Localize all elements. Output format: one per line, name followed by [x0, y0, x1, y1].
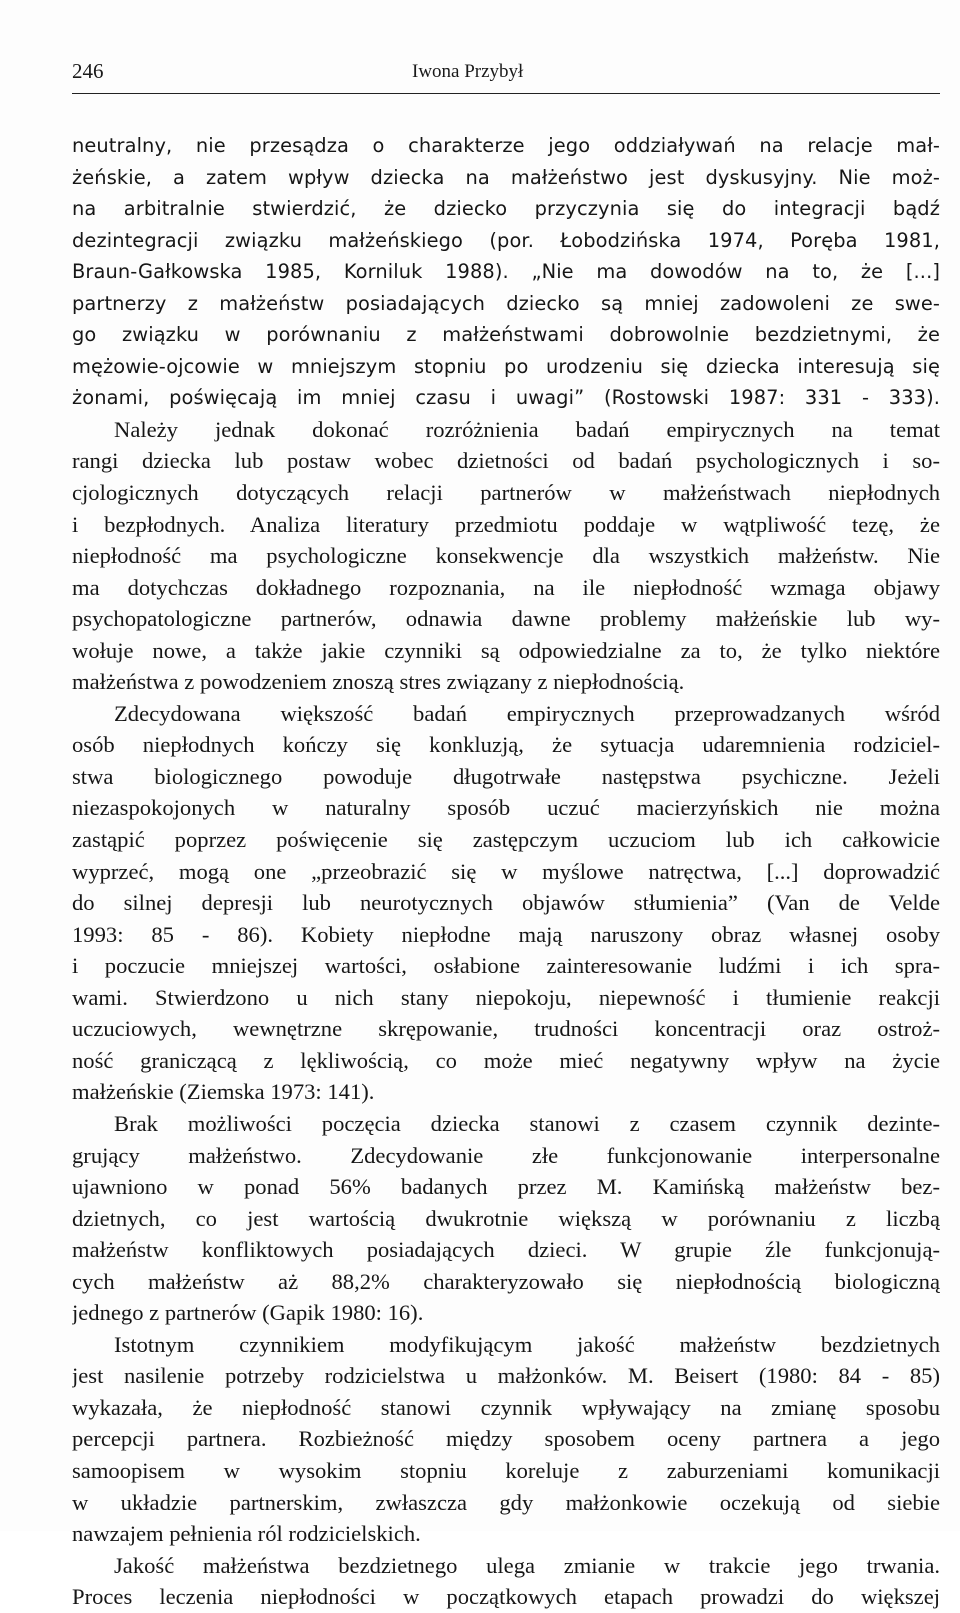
text-line: samoopisem w wysokim stopniu koreluje z zaburzeniami komunikacji	[72, 1457, 940, 1483]
text-line: ność graniczącą z lękliwością, co może mieć negatywny wpływ na życie	[72, 1047, 940, 1073]
paragraph-end-line: małżeńskie (Ziemska 1973: 141).	[72, 1079, 375, 1105]
paragraph-start-line: Istotnym czynnikiem modyfikującym jakość małżeństw bezdzietnych	[114, 1331, 940, 1357]
text-line: do silnej depresji lub neurotycznych objawów stłumienia” (Van de Velde	[72, 890, 940, 916]
text-line: uczuciowych, wewnętrzne skrępowanie, trudności koncentracji oraz ostroż-	[72, 1016, 940, 1042]
page-number: 246	[72, 59, 104, 83]
text-line: Proces leczenia niepłodności w początkowych etapach prowadzi do większej	[72, 1584, 940, 1610]
text-line: wyprzeć, mogą one „przeobrazić się w myślowe natręctwa, [...] doprowadzić	[72, 858, 940, 884]
body-text	[72, 130, 940, 1613]
text-line: i poczucie mniejszej wartości, osłabione zainteresowanie ludźmi i ich spra-	[72, 953, 940, 979]
text-line: wołuje nowe, a także jakie czynniki są odpowiedzialne za to, że tylko niektóre	[72, 637, 940, 663]
paragraph-start-line: Brak możliwości poczęcia dziecka stanowi z czasem czynnik dezinte-	[114, 1110, 940, 1136]
text-line: żonami, poświęcają im mniej czasu i uwagi” (Rostowski 1987: 331 - 333).	[72, 386, 940, 410]
text-line: cjologicznych dotyczących relacji partnerów w małżeństwach niepłodnych	[72, 480, 940, 506]
text-line: wami. Stwierdzono u nich stany niepokoju, niepewność i tłumienie reakcji	[72, 984, 940, 1010]
text-line: niepłodność ma psychologiczne konsekwencje dla wszystkich małżeństw. Nie	[72, 543, 940, 569]
text-line: ujawniono w ponad 56% badanych przez M. Kamińską małżeństw bez-	[72, 1174, 940, 1200]
text-line: dezintegracji związku małżeńskiego (por. Łobodzińska 1974, Poręba 1981,	[72, 228, 940, 252]
text-line: małżeństw konfliktowych posiadających dzieci. W grupie źle funkcjonują-	[72, 1237, 940, 1263]
text-line: rangi dziecka lub postaw wobec dzietności od badań psychologicznych i so-	[72, 448, 940, 474]
text-line: na arbitralnie stwierdzić, że dziecko przyczynia się do integracji bądź	[72, 197, 940, 221]
text-line: 1993: 85 - 86). Kobiety niepłodne mają naruszony obraz własnej osoby	[72, 921, 940, 947]
paragraph-start-line: Należy jednak dokonać rozróżnienia badań empirycznych na temat	[114, 416, 940, 442]
text-line: ma dotychczas dokładnego rozpoznania, na ile niepłodność wzmaga objawy	[72, 574, 940, 600]
text-line: neutralny, nie przesądza o charakterze jego oddziaływań na relacje mał-	[72, 134, 940, 157]
text-line: żeńskie, a zatem wpływ dziecka na małżeństwo jest dyskusyjny. Nie moż-	[72, 165, 940, 189]
text-line: stwa biologicznego powoduje długotrwałe następstwa psychiczne. Jeżeli	[72, 763, 940, 789]
text-line: Braun-Gałkowska 1985, Korniluk 1988). „Nie ma dowodów na to, że [...]	[72, 260, 940, 284]
text-line: cych małżeństw aż 88,2% charakteryzowało się niepłodnością biologiczną	[72, 1268, 940, 1294]
text-line: percepcji partnera. Rozbieżność między sposobem oceny partnera a jego	[72, 1426, 940, 1452]
text-line: go związku w porównaniu z małżeństwami dobrowolnie bezdzietnymi, że	[72, 323, 940, 347]
text-line: jest nasilenie potrzeby rodzicielstwa u małżonków. M. Beisert (1980: 84 - 85)	[72, 1363, 940, 1389]
text-line: w układzie partnerskim, zwłaszcza gdy małżonkowie oczekują od siebie	[72, 1489, 940, 1515]
paragraph-end-line: nawzajem pełnienia ról rodzicielskich.	[72, 1521, 421, 1547]
text-line: niezaspokojonych w naturalny sposób uczuć macierzyńskich nie można	[72, 795, 940, 821]
page-header	[72, 57, 940, 94]
text-line: mężowie-ojcowie w mniejszym stopniu po urodzeniu się dziecka interesują się	[72, 354, 940, 378]
text-line: dzietnych, co jest wartością dwukrotnie większą w porównaniu z liczbą	[72, 1205, 940, 1231]
paragraph-end-line: małżeństwa z powodzeniem znoszą stres związany z niepłodnością.	[72, 669, 685, 695]
running-head: Iwona Przybył	[412, 61, 524, 82]
text-line: osób niepłodnych kończy się konkluzją, że sytuacja udaremnienia rodziciel-	[72, 732, 940, 758]
text-line: wykazała, że niepłodność stanowi czynnik wpływający na zmianę sposobu	[72, 1394, 940, 1420]
text-line: partnerzy z małżeństw posiadających dziecko są mniej zadowoleni ze swe-	[72, 291, 940, 315]
text-line: zastąpić poprzez poświęcenie się zastępczym uczuciom lub ich całkowicie	[72, 827, 940, 853]
paragraph-end-line: jednego z partnerów (Gapik 1980: 16).	[72, 1300, 424, 1326]
text-line: grujący małżeństwo. Zdecydowanie złe funkcjonowanie interpersonalne	[72, 1142, 940, 1168]
paragraph-start-line: Zdecydowana większość badań empirycznych przeprowadzanych wśród	[114, 700, 940, 726]
text-line: i bezpłodnych. Analiza literatury przedmiotu poddaje w wątpliwość tezę, że	[72, 511, 940, 537]
paragraph-start-line: Jakość małżeństwa bezdzietnego ulega zmianie w trakcie jego trwania.	[114, 1552, 940, 1578]
text-line: psychopatologiczne partnerów, odnawia dawne problemy małżeńskie lub wy-	[72, 606, 940, 632]
